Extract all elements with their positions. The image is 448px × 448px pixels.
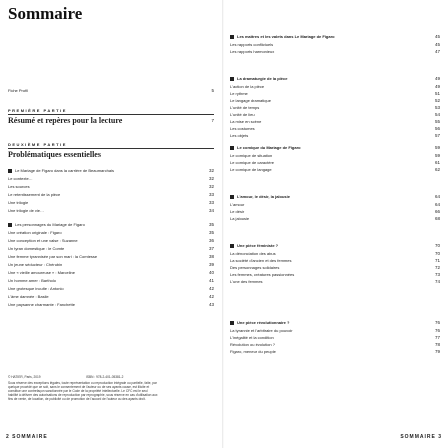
toc-page: 77 [434, 335, 440, 340]
toc-page: 74 [434, 279, 440, 284]
toc-label: Une création originale : Figaro [8, 230, 62, 235]
toc-row[interactable] [230, 335, 440, 341]
toc-row[interactable] [8, 262, 214, 268]
toc-label: L'amour [230, 202, 245, 207]
toc-label: Un tyran domestique : le Comte [8, 246, 65, 251]
part-heading-1[interactable]: Résumé et repères pour la lecture [8, 116, 123, 125]
toc-row[interactable] [230, 153, 440, 159]
toc-label: Fiche Profil [8, 88, 29, 93]
toc-label: Les rapports conflictuels [230, 42, 274, 47]
toc-label: Révolution ou évolution ? [230, 342, 275, 347]
part-label-1: PREMIÈRE PARTIE [8, 108, 67, 113]
toc-label: Les costumes [230, 126, 255, 131]
toc-label: Une pièce féministe ? [237, 243, 279, 248]
toc-label: Le comique du Mariage de Figaro [237, 145, 301, 150]
toc-label: Le contexte… [8, 176, 33, 181]
toc-label: L'inégalité et la condition [230, 335, 274, 340]
toc-section[interactable] [230, 243, 440, 249]
toc-page: 52 [434, 98, 440, 103]
toc-row[interactable] [8, 254, 214, 260]
toc-page: 73 [434, 272, 440, 277]
part-label-2: DEUXIÈME PARTIE [8, 142, 67, 147]
toc-label: Une trilogie de vie… [8, 208, 45, 213]
footer-label: SOMMAIRE [12, 434, 48, 440]
toc-page: 49 [434, 84, 440, 89]
toc-label: La mise en scène [230, 119, 262, 124]
toc-row[interactable] [230, 42, 440, 48]
toc-label: La tyrannie et l'arbitraire du pouvoir [230, 328, 293, 333]
toc-label: Le désir [230, 209, 245, 214]
toc-row[interactable] [230, 133, 440, 139]
toc-row[interactable] [230, 265, 440, 271]
part-rule-1 [8, 114, 214, 115]
toc-section[interactable] [230, 145, 440, 151]
toc-label: Le Mariage de Figaro dans la carrière de Beaumarchais [15, 168, 114, 173]
toc-row[interactable] [8, 294, 214, 300]
toc-label: Les objets [230, 133, 249, 138]
toc-row[interactable] [8, 192, 214, 198]
toc-label: Les rapports harmonieux [230, 49, 275, 54]
toc-row[interactable] [230, 119, 440, 125]
toc-page: 54 [434, 112, 440, 117]
toc-row[interactable] [8, 246, 214, 252]
toc-page: 36 [208, 238, 214, 243]
toc-page: 70 [434, 251, 440, 256]
footer-left [6, 434, 48, 440]
toc-label: L'action de la pièce [230, 84, 265, 89]
toc-row[interactable] [230, 349, 440, 355]
toc-label: Les sources [8, 184, 30, 189]
toc-row[interactable] [230, 105, 440, 111]
toc-page: 37 [208, 246, 214, 251]
toc-row[interactable] [8, 184, 214, 190]
toc-label: L'âme damnée : Basile [8, 294, 49, 299]
toc-row[interactable] [8, 278, 214, 284]
toc-page: 40 [208, 270, 214, 275]
toc-row[interactable] [230, 112, 440, 118]
bullet-square-icon [230, 195, 234, 199]
toc-page: 55 [434, 119, 440, 124]
toc-label: L'unité de temps [230, 105, 260, 110]
toc-page: 49 [434, 76, 440, 81]
toc-page: 34 [208, 208, 214, 213]
toc-row[interactable] [230, 91, 440, 97]
toc-row[interactable] [8, 286, 214, 292]
toc-row[interactable] [230, 160, 440, 166]
toc-page: 61 [434, 160, 440, 165]
toc-label: Le comique de caractère [230, 160, 275, 165]
toc-label: Une grotesque inculte : Antonio [8, 286, 64, 291]
toc-section[interactable] [230, 194, 440, 200]
toc-row[interactable] [230, 209, 440, 215]
toc-page: 32 [208, 176, 214, 181]
toc-label: Figaro, meneur du peuple [230, 349, 276, 354]
footer-label: SOMMAIRE [400, 434, 436, 440]
toc-label: Des personnages solidaires [230, 265, 280, 270]
toc-row-fiche[interactable] [8, 88, 214, 94]
toc-page: 41 [208, 278, 214, 283]
bullet-square-icon [8, 169, 12, 173]
toc-row[interactable] [230, 98, 440, 104]
toc-label: Une trilogie [8, 200, 29, 205]
toc-page: 45 [434, 42, 440, 47]
toc-page: 70 [434, 243, 440, 248]
toc-page: 76 [434, 328, 440, 333]
toc-row[interactable] [230, 258, 440, 264]
footer-right [400, 434, 442, 440]
toc-label: L'amour, le désir, la jalousie [237, 194, 290, 199]
toc-page: 35 [208, 222, 214, 227]
toc-page: 59 [434, 153, 440, 158]
toc-label: Un jeune séducteur : Chérubin [8, 262, 63, 267]
toc-row[interactable] [8, 208, 214, 214]
toc-label: Une paysanne charmante : Fanchette [8, 302, 75, 307]
toc-page: 42 [208, 286, 214, 291]
toc-page: 72 [434, 265, 440, 270]
toc-page: 64 [434, 202, 440, 207]
toc-page: 66 [434, 209, 440, 214]
toc-row[interactable] [8, 230, 214, 236]
toc-row[interactable] [230, 84, 440, 90]
toc-page: 57 [434, 133, 440, 138]
toc-page: 79 [434, 349, 440, 354]
toc-page: 7 [211, 118, 214, 123]
toc-page: 32 [208, 184, 214, 189]
toc-row[interactable] [230, 251, 440, 257]
toc-section[interactable] [230, 320, 440, 326]
toc-label: Une femme tyrannisée par son mari : la Comtesse [8, 254, 98, 259]
toc-page: 53 [434, 105, 440, 110]
toc-row[interactable] [230, 216, 440, 222]
isbn: ISBN : 978-2-401-05381-2 [86, 375, 124, 379]
right-page [224, 0, 448, 448]
toc-row[interactable] [230, 167, 440, 173]
copyright: © HATIER, Paris, 2019 [8, 375, 41, 379]
toc-label: La jalousie [230, 216, 250, 221]
toc-page: 32 [208, 168, 214, 173]
toc-page: 62 [434, 167, 440, 172]
toc-page: 33 [208, 200, 214, 205]
toc-label: La dénonciation des abus [230, 251, 276, 256]
toc-row[interactable] [230, 342, 440, 348]
toc-label: Le rythme [230, 91, 248, 96]
toc-label: L'unité de lieu [230, 112, 255, 117]
toc-group-2[interactable] [8, 222, 214, 228]
legal-notice: Sous réserve des exceptions légales, toute représentation ou reproduction intégrale ou partielle, faite, par quelque procédé que ce soit, sans le consentement de l'auteur ou de ses ayants cause, est illicite et constitue une contrefaçon sanctionnée par le Code de la propriété intellectuelle. Le CFC est le seul habilité à délivrer des autorisations de reproduction par reprographie, sous réserve en cas d'utilisation aux fins de vente, de location, de publicité ou de promotion de l'accord de l'auteur ou des ayants droit. [8, 381, 158, 401]
page-title: Sommaire [8, 4, 83, 23]
toc-row[interactable] [230, 126, 440, 132]
toc-page: 43 [208, 302, 214, 307]
bullet-square-icon [8, 223, 12, 227]
toc-row[interactable] [8, 176, 214, 182]
bullet-square-icon [230, 321, 234, 325]
toc-row[interactable] [230, 279, 440, 285]
toc-page: 56 [434, 126, 440, 131]
toc-label: Une « vieille amoureuse » : Marceline [8, 270, 75, 275]
toc-label: Une pièce révolutionnaire ? [237, 320, 290, 325]
toc-label: Le langage dramatique [230, 98, 271, 103]
toc-page: 64 [434, 194, 440, 199]
toc-row[interactable] [8, 238, 214, 244]
toc-page: 42 [208, 294, 214, 299]
toc-label: Les femmes, créatures passionnées [230, 272, 295, 277]
toc-page: 5 [211, 88, 214, 93]
toc-label: Le comique de situation [230, 153, 273, 158]
toc-page: 33 [208, 192, 214, 197]
toc-row[interactable] [8, 200, 214, 206]
toc-section[interactable] [230, 34, 440, 40]
toc-row[interactable] [8, 270, 214, 276]
bullet-square-icon [230, 77, 234, 81]
toc-row[interactable] [230, 272, 440, 278]
bullet-square-icon [230, 35, 234, 39]
page-number: 3 [438, 434, 442, 440]
toc-label: Les personnages du Mariage de Figaro [15, 222, 85, 227]
part-page-row-1 [8, 118, 214, 124]
toc-page: 78 [434, 342, 440, 347]
toc-page: 71 [434, 258, 440, 263]
toc-page: 51 [434, 91, 440, 96]
toc-page: 68 [434, 216, 440, 221]
toc-label: La dramaturgie de la pièce [237, 76, 288, 81]
bullet-square-icon [230, 244, 234, 248]
toc-row[interactable] [230, 202, 440, 208]
toc-row[interactable] [8, 302, 214, 308]
toc-page: 47 [434, 49, 440, 54]
toc-label: Le retentissement de la pièce [8, 192, 61, 197]
toc-page: 35 [208, 230, 214, 235]
part-rule-2 [8, 148, 214, 149]
toc-page: 59 [434, 145, 440, 150]
toc-section[interactable] [230, 76, 440, 82]
toc-label: Le comique de langage [230, 167, 272, 172]
toc-group-1[interactable] [8, 168, 214, 174]
toc-page: 76 [434, 320, 440, 325]
toc-label: Une conception et une valse : Suzanne [8, 238, 78, 243]
toc-label: La société d'ancien et des femmes [230, 258, 292, 263]
toc-label: L'une des femmes [230, 279, 263, 284]
toc-page: 45 [434, 34, 440, 39]
toc-row[interactable] [230, 49, 440, 55]
part-heading-2[interactable]: Problématiques essentielles [8, 150, 101, 159]
toc-label: Les maîtres et les valets dans Le Mariage de Figaro [237, 34, 335, 39]
toc-page: 39 [208, 262, 214, 267]
toc-label: Un homme amer : Bartholo [8, 278, 57, 283]
toc-row[interactable] [230, 328, 440, 334]
toc-page: 38 [208, 254, 214, 259]
page-number: 2 [6, 434, 10, 440]
bullet-square-icon [230, 146, 234, 150]
